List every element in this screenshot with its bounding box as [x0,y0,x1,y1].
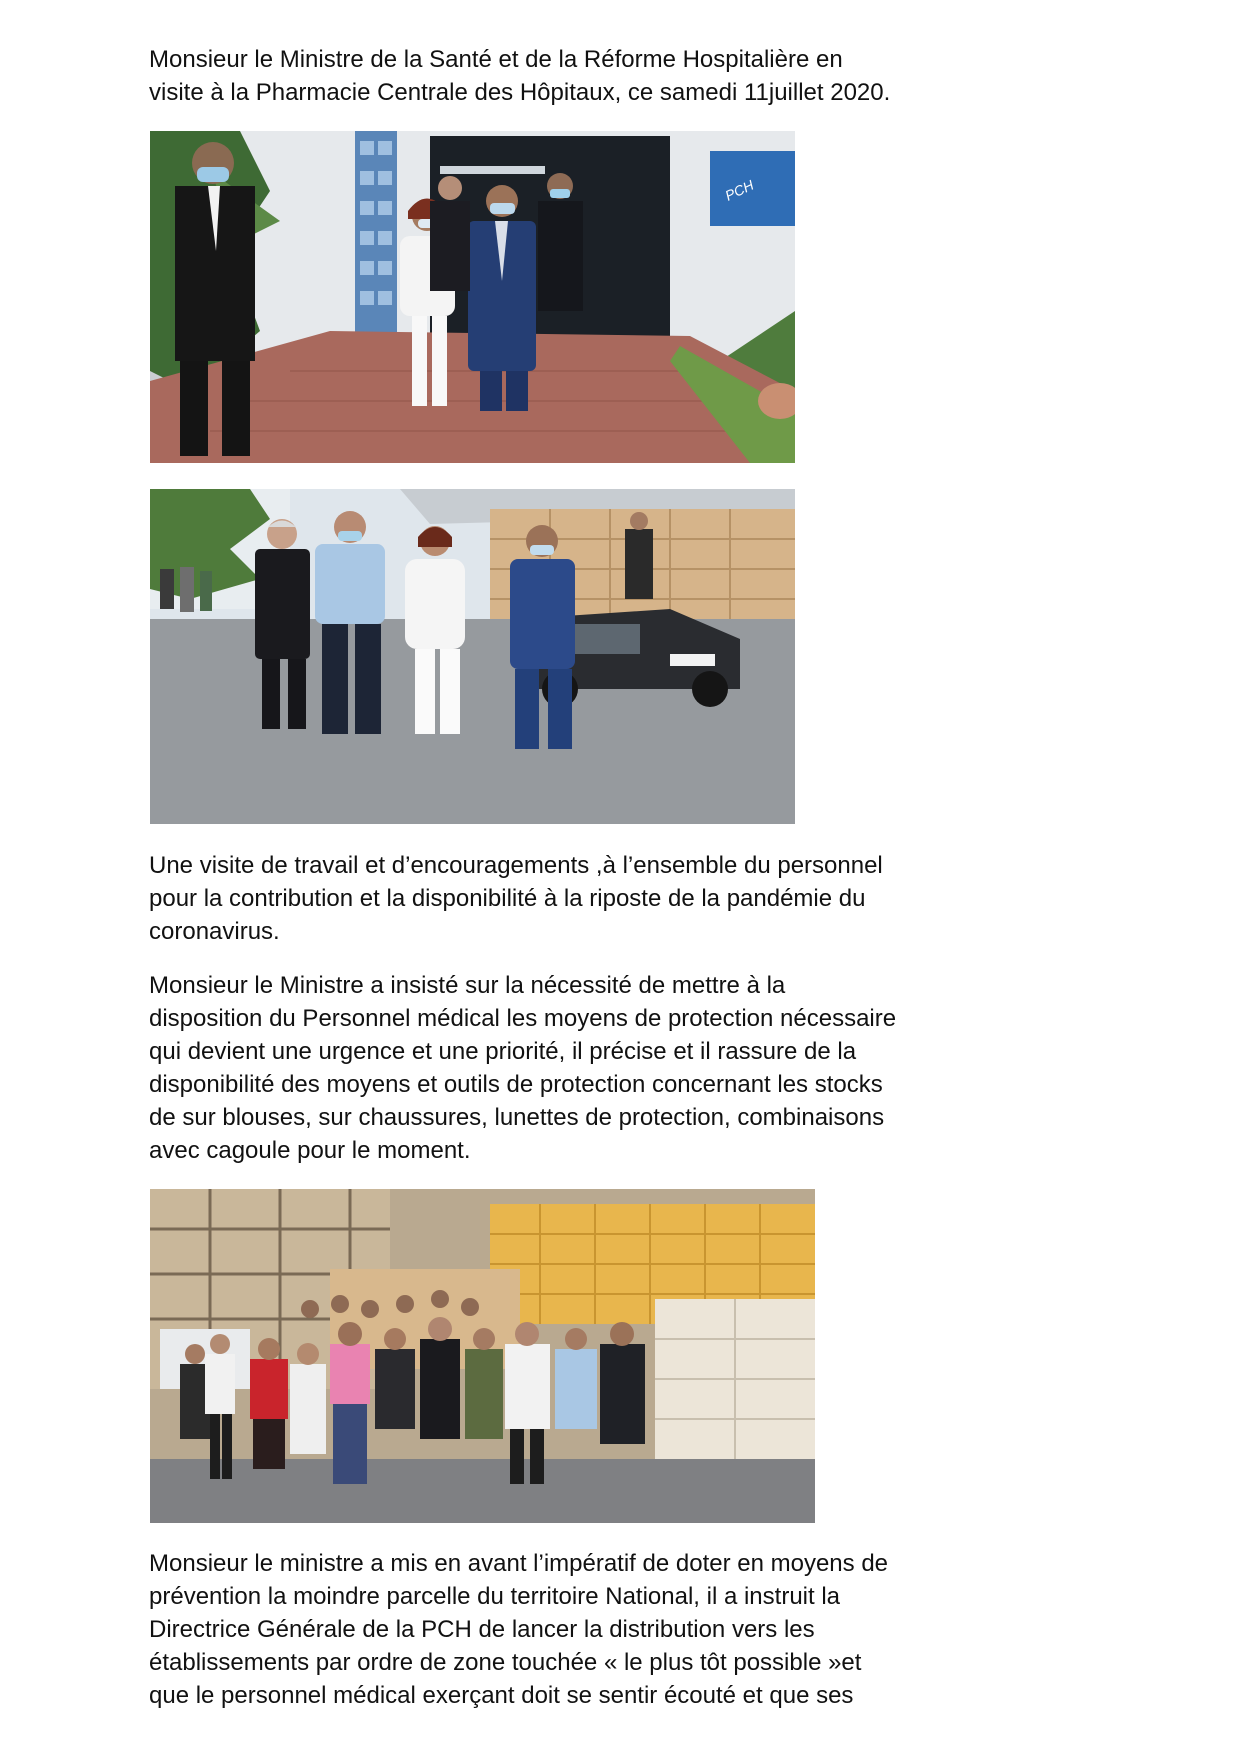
photo-entrance-visit [150,131,795,463]
paragraph-visit-purpose [149,849,949,948]
text-line: Monsieur le Ministre a insisté sur la nécessité de mettre à la [149,972,786,999]
text-line: prévention la moindre parcelle du territoire National, il a instruit la [149,1583,841,1610]
photo-walkway-visit [150,489,795,824]
text-line: Une visite de travail et d’encouragements ,à l’ensemble du personnel [149,852,883,879]
text-line: établissements par ordre de zone touchée « le plus tôt possible »et [149,1649,862,1676]
paragraph-distribution [149,1547,949,1712]
text-line: visite à la Pharmacie Centrale des Hôpitaux, ce samedi 11juillet 2020. [149,79,891,106]
photo-warehouse-visit-image [150,1189,815,1523]
sign-text: PCH [722,176,757,204]
text-line: que le personnel médical exerçant doit se sentir écouté et que ses [149,1682,854,1709]
text-line: disponibilité des moyens et outils de protection concernant les stocks [149,1071,883,1098]
text-line: pour la contribution et la disponibilité à la riposte de la pandémie du [149,885,866,912]
photo-entrance-visit-image [150,131,795,463]
text-line: disposition du Personnel médical les moyens de protection nécessaire [149,1005,897,1032]
text-line: de sur blouses, sur chaussures, lunettes de protection, combinaisons [149,1104,885,1131]
text-line: Directrice Générale de la PCH de lancer la distribution vers les [149,1616,815,1643]
text-line: qui devient une urgence et une priorité, il précise et il rassure de la [149,1038,857,1065]
photo-warehouse-visit [150,1189,815,1523]
text-line: avec cagoule pour le moment. [149,1137,471,1164]
text-line: Monsieur le ministre a mis en avant l’impératif de doter en moyens de [149,1550,889,1577]
text-line: coronavirus. [149,918,280,945]
photo-walkway-visit-image [150,489,795,824]
paragraph-protection-means [149,969,949,1167]
text-line: Monsieur le Ministre de la Santé et de la Réforme Hospitalière en [149,46,843,73]
intro-paragraph [149,43,949,109]
